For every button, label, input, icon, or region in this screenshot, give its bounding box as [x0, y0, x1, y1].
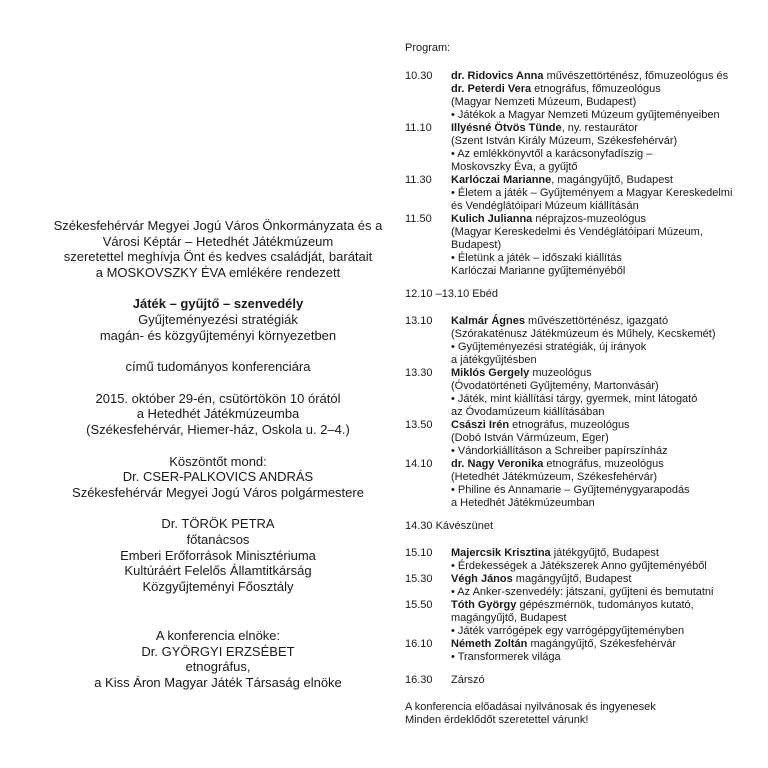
speaker-name: Kalmár Ágnes — [451, 315, 525, 327]
entry-text: • Életünk a játék – időszaki kiállítás — [451, 252, 622, 264]
entry-line — [451, 354, 755, 367]
entry-content — [451, 674, 755, 687]
entry-time: 11.30 — [405, 174, 432, 186]
speaker-name: dr. Ridovics Anna — [451, 70, 544, 82]
speaker-name: Illyésné Ötvös Tünde — [451, 122, 562, 134]
speaker-name: Majercsik Krisztina — [451, 547, 551, 559]
program-entry — [405, 174, 755, 213]
program-entry — [405, 367, 755, 419]
entry-text: (Óvodatörténeti Gyűjtemény, Martonvásár) — [451, 380, 659, 392]
speaker-name: Karlóczai Marianne — [451, 174, 552, 186]
entry-line — [451, 239, 755, 252]
entry-line — [451, 406, 755, 419]
entry-line — [451, 458, 755, 471]
entry-content — [451, 315, 755, 367]
speaker-name: Kulich Julianna — [451, 213, 533, 225]
entry-text: • Játék varrógépek egy varrógépgyűjteményben — [451, 625, 685, 637]
entry-text: (Szent István Király Múzeum, Székesfehérvár) — [451, 135, 678, 147]
entry-text: (Szórakaténusz Játékmúzeum és Műhely, Kecskemét) — [451, 328, 716, 340]
invitation-line: Dr. CSER-PALKOVICS ANDRÁS — [122, 469, 314, 485]
entry-time: 13.50 — [405, 419, 433, 431]
invitation-line: Székesfehérvár Megyei Jogú Város polgármestere — [72, 484, 364, 500]
entry-content — [451, 367, 755, 419]
entry-text: (Magyar Nemzeti Múzeum, Budapest) — [451, 96, 637, 108]
entry-text: muzeológus — [529, 367, 592, 379]
invitation-block — [36, 359, 400, 375]
program-list — [405, 70, 755, 687]
entry-line — [451, 393, 755, 406]
entry-text: • Gyűjteményezési stratégiák, új irányok — [451, 341, 647, 353]
entry-text: Zárszó — [451, 674, 485, 686]
entry-line — [451, 573, 755, 586]
speaker-name: Tóth György — [451, 599, 517, 611]
entry-text: Moskovszky Éva, a gyűjtő — [451, 161, 578, 173]
entry-text: művészettörténész, főmuzeológus és — [543, 70, 729, 82]
invitation-block — [36, 218, 400, 280]
entry-time: 13.10 — [405, 315, 433, 327]
program-entry — [405, 674, 755, 687]
entry-time: 11.10 — [405, 122, 432, 134]
program-column — [405, 42, 755, 727]
entry-line — [451, 471, 755, 484]
invitation-line: Emberi Erőforrások Minisztériuma — [120, 547, 316, 563]
entry-text: etnográfus, muzeológus — [543, 458, 664, 470]
entry-text: Budapest) — [451, 239, 502, 251]
entry-line — [451, 161, 755, 174]
entry-line — [451, 432, 755, 445]
entry-content — [451, 70, 755, 122]
entry-time: 10.30 — [405, 70, 433, 82]
program-entry — [405, 547, 755, 573]
speaker-name: dr. Peterdi Vera — [451, 83, 532, 95]
entry-line — [451, 599, 755, 612]
entry-line — [451, 484, 755, 497]
entry-text: • Philine és Annamarie – Gyűjteménygyarapodás — [451, 484, 690, 496]
entry-text: • Transformerek világa — [451, 651, 561, 663]
entry-content — [451, 599, 755, 638]
invitation-line: Gyűjteményezési stratégiák — [138, 311, 298, 327]
entry-text: művészettörténész, igazgató — [524, 315, 669, 327]
program-entry — [405, 315, 755, 367]
entry-line — [451, 367, 755, 380]
entry-text: • Az Anker-szenvedély: játszani, gyűjteni és bemutatni — [451, 586, 714, 598]
entry-line — [451, 586, 755, 599]
entry-line — [451, 174, 755, 187]
entry-line — [451, 122, 755, 135]
entry-line — [451, 560, 755, 573]
entry-line — [451, 96, 755, 109]
entry-text: a játékgyűjtésben — [451, 354, 537, 366]
invitation-title-line: Játék – gyűjtő – szenvedély — [132, 296, 304, 312]
invitation-line: a Kiss Áron Magyar Játék Társaság elnöke — [94, 675, 342, 691]
program-entry — [405, 419, 755, 458]
entry-line — [451, 328, 755, 341]
entry-text: Karlóczai Marianne gyűjteményéből — [451, 265, 626, 277]
invitation-line: szeretettel meghívja Önt és kedves családját, barátait — [63, 249, 373, 265]
entry-time: 13.30 — [405, 367, 433, 379]
entry-line — [451, 148, 755, 161]
entry-line — [451, 135, 755, 148]
program-entry — [405, 213, 755, 278]
entry-line — [451, 109, 755, 122]
program-entry — [405, 122, 755, 174]
footer-line: A konferencia előadásai nyilvánosak és ingyenesek — [405, 701, 656, 713]
invitation-line: A konferencia elnöke: — [155, 628, 281, 644]
entry-line — [451, 497, 755, 510]
entry-time: 16.30 — [405, 674, 433, 686]
entry-text: • Játék, mint kiállítási tárgy, gyermek, mint látogató — [451, 393, 698, 405]
program-title: Program: — [405, 42, 451, 54]
invitation-line: Köszöntőt mond: — [169, 453, 267, 469]
entry-text: néprajzos-muzeológus — [532, 213, 647, 225]
entry-line — [451, 213, 755, 226]
speaker-name: Miklós Gergely — [451, 367, 530, 379]
invitation-line: a MOSKOVSZKY ÉVA emlékére rendezett — [95, 264, 341, 280]
entry-line — [451, 651, 755, 664]
invitation-line: a Hetedhét Játékmúzeumba — [136, 406, 300, 422]
entry-text: magángyűjtő, Székesfehérvár — [527, 638, 676, 650]
entry-text: (Magyar Kereskedelmi és Vendéglátóipari Múzeum, — [451, 226, 703, 238]
entry-line — [451, 200, 755, 213]
entry-content — [451, 458, 755, 510]
program-entry — [405, 70, 755, 122]
invitation-text-column — [36, 218, 400, 707]
entry-line — [451, 380, 755, 393]
entry-text: etnográfus, muzeológus — [509, 419, 630, 431]
invitation-block — [36, 454, 400, 501]
program-footer — [405, 701, 755, 727]
entry-line — [451, 547, 755, 560]
program-entry — [405, 573, 755, 599]
entry-text: • Vándorkiállításon a Schreiber papírszínház — [451, 445, 668, 457]
entry-line — [451, 419, 755, 432]
invitation-line: Városi Képtár – Hetedhét Játékmúzeum — [102, 233, 334, 249]
speaker-name: Németh Zoltán — [451, 638, 528, 650]
entry-text: , ny. restaurátor — [561, 122, 638, 134]
invitation-line: Dr. GYÖRGYI ERZSÉBET — [141, 643, 295, 659]
entry-text: az Óvodamúzeum kiállításában — [451, 406, 605, 418]
entry-line — [451, 70, 755, 83]
invitation-line: (Székesfehérvár, Hiemer-ház, Oskola u. 2–4.) — [86, 421, 350, 437]
entry-time: 15.10 — [405, 547, 433, 559]
entry-line — [451, 638, 755, 651]
entry-line — [451, 83, 755, 96]
entry-text: • Játékok a Magyar Nemzeti Múzeum gyűjteményeiben — [451, 109, 720, 121]
invitation-line: magán- és közgyűjteményi környezetben — [99, 327, 337, 343]
entry-time: 14.10 — [405, 458, 433, 470]
entry-line — [451, 265, 755, 278]
entry-time: 15.50 — [405, 599, 433, 611]
invitation-line: 2015. október 29-én, csütörtökön 10 órától — [95, 390, 341, 406]
entry-text: játékgyűjtő, Budapest — [550, 547, 659, 559]
entry-time: 15.30 — [405, 573, 433, 585]
entry-text: • Érdekességek a Játékszerek Anno gyűjteményéből — [451, 560, 707, 572]
program-entry — [405, 599, 755, 638]
entry-content — [451, 419, 755, 458]
entry-line — [451, 226, 755, 239]
invitation-block — [36, 516, 400, 594]
entry-text: • Az emlékkönyvtől a karácsonyfadíszig – — [451, 148, 653, 160]
entry-text: gépészmérnök, tudományos kutató, — [516, 599, 694, 611]
entry-text: magángyűjtő, Budapest — [451, 612, 567, 624]
program-break: 14.30 Kávészünet — [405, 520, 494, 532]
invitation-line: Közgyűjteményi Főosztály — [142, 578, 294, 594]
entry-text: etnográfus, főmuzeológus — [531, 83, 661, 95]
footer-line: Minden érdeklődőt szeretettel várunk! — [405, 714, 589, 726]
entry-content — [451, 547, 755, 573]
invitation-block — [36, 296, 400, 343]
entry-line — [451, 625, 755, 638]
entry-text: (Dobó István Vármúzeum, Eger) — [451, 432, 609, 444]
invitation-block — [36, 391, 400, 438]
invitation-line: Dr. TÖRÖK PETRA — [161, 516, 275, 532]
entry-content — [451, 122, 755, 174]
invitation-line: Székesfehérvár Megyei Jogú Város Önkormányzata és a — [53, 218, 383, 233]
entry-line — [451, 252, 755, 265]
entry-line — [451, 612, 755, 625]
program-entry — [405, 458, 755, 510]
entry-text: • Életem a játék – Gyűjteményem a Magyar Kereskedelmi — [451, 187, 733, 199]
entry-line — [451, 445, 755, 458]
invitation-line: című tudományos konferenciára — [125, 359, 311, 375]
invitation-line: főtanácsos — [186, 531, 250, 547]
entry-content — [451, 174, 755, 213]
entry-content — [451, 213, 755, 278]
entry-line — [451, 315, 755, 328]
entry-line — [451, 187, 755, 200]
entry-time: 16.10 — [405, 638, 433, 650]
entry-line — [451, 341, 755, 354]
speaker-name: dr. Nagy Veronika — [451, 458, 544, 470]
entry-content — [451, 573, 755, 599]
speaker-name: Császi Irén — [451, 419, 510, 431]
invitation-block — [36, 628, 400, 690]
program-break: 12.10 –13.10 Ebéd — [405, 288, 498, 300]
entry-text: , magángyűjtő, Budapest — [551, 174, 673, 186]
entry-content — [451, 638, 755, 664]
entry-text: (Hetedhét Játékmúzeum, Székesfehérvár) — [451, 471, 658, 483]
entry-text: a Hetedhét Játékmúzeumban — [451, 497, 595, 509]
entry-time: 11.50 — [405, 213, 432, 225]
invitation-line: Kultúráért Felelős Államtitkárság — [124, 563, 312, 579]
entry-text: és Vendéglátóipari Múzeum kiállításán — [451, 200, 639, 212]
invitation-line: etnográfus, — [185, 659, 251, 675]
program-entry — [405, 638, 755, 664]
speaker-name: Végh János — [451, 573, 513, 585]
entry-text: magángyűjtő, Budapest — [512, 573, 632, 585]
entry-line — [451, 674, 755, 687]
